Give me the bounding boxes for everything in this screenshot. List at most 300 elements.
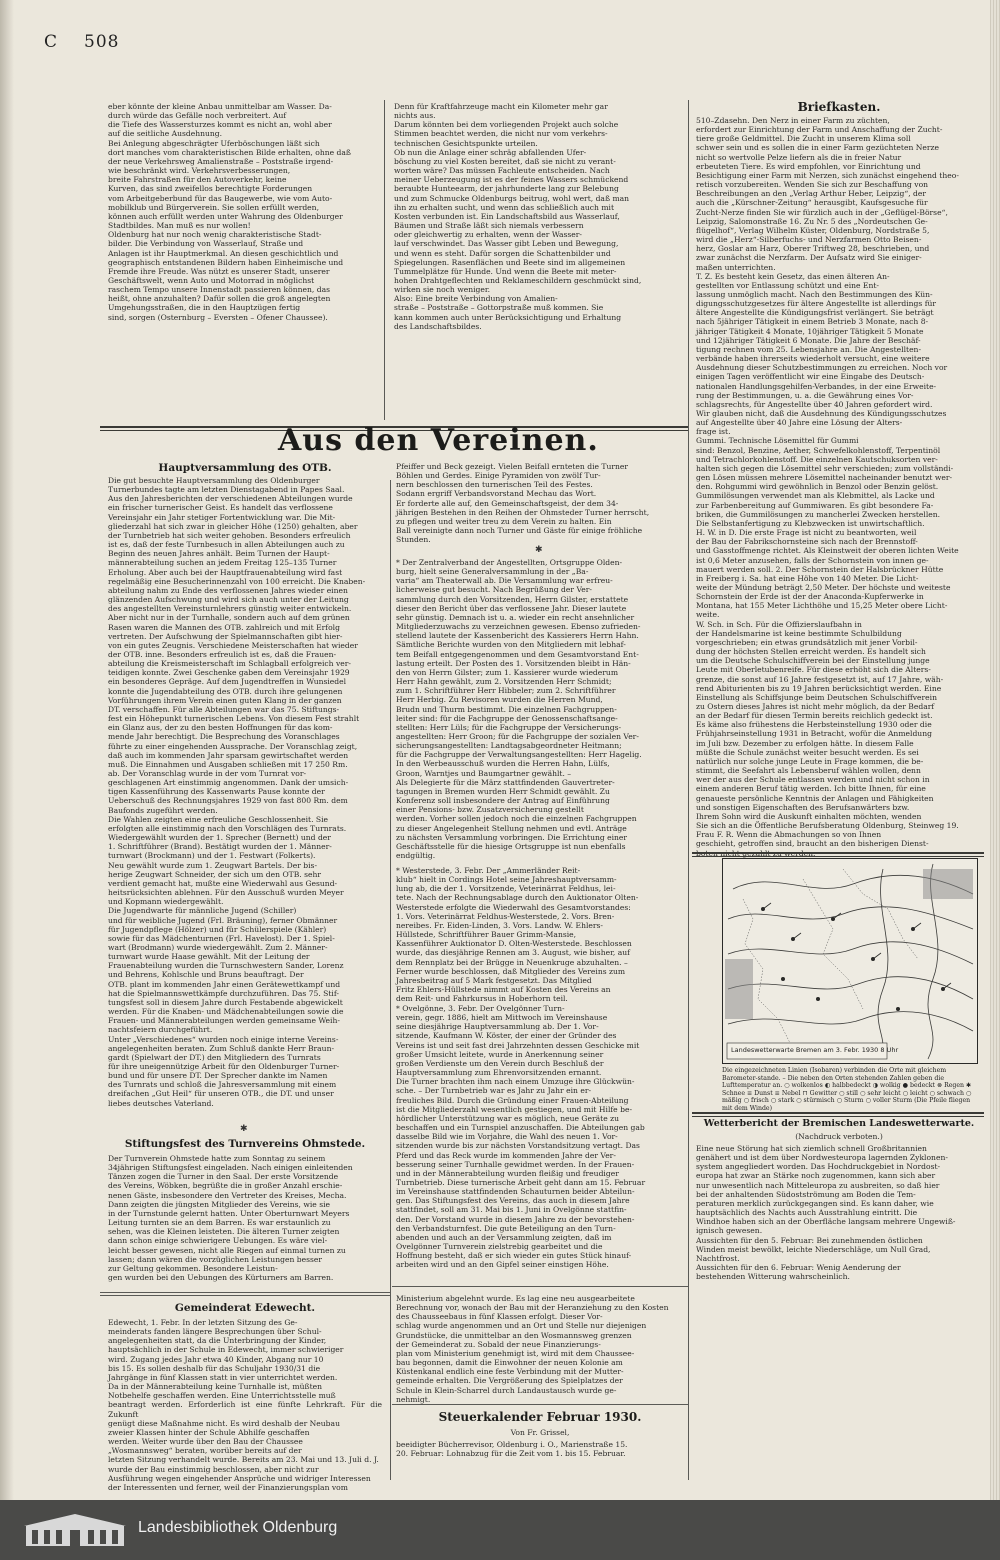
text-line: auch die „Kürschner-Zeitung“ herausgibt, Kaufsgesuche für bbox=[696, 198, 928, 208]
text-line: fest ein Höhepunkt turnerischen Lebens. Von diesem Fest strahlt bbox=[108, 714, 360, 724]
text-line: herige Zeugwart Schneider, der sich um den OTB. sehr bbox=[108, 869, 322, 879]
text-line: zum 1. Schriftführer Herr Hibbeler; zum 2. Schriftführer bbox=[396, 686, 616, 696]
weather-map-drawing bbox=[723, 859, 977, 1063]
text-line: genügt diese Maßnahme nicht. Es wird deshalb der Neubau bbox=[108, 1418, 340, 1428]
text-line: nenen Gäste, insbesondere den Vertreter des Kreises, Mecha. bbox=[108, 1190, 347, 1200]
text-line: erbeuteten Tiere. Es wird empfohlen, vor Einrichtung und bbox=[696, 161, 921, 171]
text-line: Tänzen zogen die Turner in den Saal. Der erste Vorsitzende bbox=[108, 1172, 339, 1182]
text-line: plan vom Ministerium genehmigt ist, wird mit dem Chaussee- bbox=[396, 1348, 635, 1358]
text-line: * Der Zentralverband der Angestellten, Ortsgruppe Olden- bbox=[396, 558, 623, 567]
text-line: Gummilösungen verwendet man als Klebmittel, als Lacke und bbox=[696, 491, 935, 501]
text-line: erfordert zur Einrichtung der Farm und Anschaffung der Zucht- bbox=[696, 125, 943, 135]
text-line: ignisch gewesen. bbox=[696, 1226, 763, 1236]
text-line: Ministerium abgelehnt wurde. Es lag eine neu ausgearbeitete bbox=[396, 1294, 635, 1303]
text-line: leiter sind: für die Fachgruppe der Genossenschaftsange- bbox=[396, 713, 618, 723]
text-line: beeidigter Bücherrevisor, Oldenburg i. O., Marienstraße 15. bbox=[396, 1440, 628, 1449]
stiftungsfest-article bbox=[108, 1154, 382, 1282]
text-line: den. Rohgummi wird gewöhnlich in Benzol oder Benzin gelöst. bbox=[696, 482, 939, 492]
text-line: des Landschaftsbildes. bbox=[394, 321, 482, 331]
text-line: abteilung nahm zu Ende des verflossenen Jahres wieder einen bbox=[108, 585, 348, 595]
steuerkalender-byline: Von Fr. Grissel, bbox=[510, 1428, 570, 1437]
text-line: leicht besser gewesen, nicht alle Riegen auf einmal turnen zu bbox=[108, 1245, 346, 1255]
text-line: Vorführungen ihrem Verein einen guten Klang in der ganzen bbox=[108, 695, 342, 705]
text-line: Winden meist bewölkt, leichte Niederschläge, um Null Grad, bbox=[696, 1244, 931, 1254]
text-line: rung der Bestimmungen, u. a. die Gewährung eines Vor- bbox=[696, 390, 914, 400]
briefkasten-article bbox=[696, 116, 982, 858]
text-line: ältere Angestellte die Kündigungsfrist verlängert. Sie beträgt bbox=[696, 308, 934, 318]
briefkasten-title: Briefkasten. bbox=[797, 100, 881, 114]
text-line: Aber nicht nur in der Turnhalle, sondern auch auf dem grünen bbox=[108, 613, 350, 623]
binding-shadow bbox=[0, 0, 14, 1500]
text-line: Küstenkanal endlich eine feste Verbindung mit der Mutter- bbox=[396, 1367, 624, 1377]
text-line: hördlicher Unterstützung war es möglich, neue Geräte zu bbox=[396, 1113, 619, 1123]
text-line: wer der aus der Schule entlassen werden und nicht schon in bbox=[696, 775, 930, 785]
mid-top-article bbox=[394, 102, 684, 331]
text-line: Ausdehnung dieser Schutzbestimmungen zu erreichen. Noch vor bbox=[696, 363, 948, 373]
text-line: geschlagenen Art einstimmig angenommen. Dank der umsich- bbox=[108, 778, 349, 788]
text-line: Aussichten für den 5. Februar: Bei zunehmenden östlichen bbox=[696, 1235, 923, 1245]
text-line: sammlung durch den Vorsitzenden, Herrn Gilster, erstattete bbox=[396, 594, 629, 604]
text-line: Pfeiffer und Beck gezeigt. Vielen Beifall ernteten die Turner bbox=[396, 462, 629, 471]
text-line: Herr Hahn gewählt, zum 2. Vorsitzenden Herr Schmidt; bbox=[396, 677, 612, 687]
text-line: für ihre uneigennützige Arbeit für den Oldenburger Turner- bbox=[108, 1062, 340, 1071]
otb-article bbox=[108, 476, 382, 1108]
separator-star: ✱ bbox=[535, 545, 543, 555]
text-line: Oldenburg hat nur noch wenig charakteristische Stadt- bbox=[108, 230, 322, 240]
text-line: Die Turner brachten ihm nach einem Umzuge ihre Glückwün- bbox=[396, 1077, 635, 1087]
text-line: licherweise gut besucht. Nach Begrüßung der Ver- bbox=[396, 585, 592, 595]
text-line: zur Farbenbereitung auf Gummiwaren. Es gibt besondere Fa- bbox=[696, 500, 934, 510]
text-line: straße – Poststraße – Gottorpstraße muß kommen. Sie bbox=[394, 303, 604, 313]
text-line: Ferner wurde beschlossen, daß Mitglieder des Vereins zum bbox=[396, 966, 626, 976]
text-line: Kassenführer Auktionator D. Olten-Westerstede. Beschlossen bbox=[396, 939, 632, 949]
text-line: meinderats fanden längere Besprechungen über Schul- bbox=[108, 1327, 322, 1337]
text-line: werden. Weiter wurde über den Bau der Chaussee bbox=[108, 1437, 303, 1447]
text-line: können auch erfüllt werden unter Wahrung des Oldenburger bbox=[108, 211, 343, 221]
text-line: 1. Schriftführer (Brand). Bestätigt wurden der 1. Männer- bbox=[108, 842, 332, 852]
text-line: Frauen- und Männerabteilungen werden gemeinsame Weih- bbox=[108, 1016, 340, 1026]
text-line: auf die seitliche Ausdehnung. bbox=[108, 129, 223, 139]
text-line: wird die „Herz“-Silberfuchs- und Nerzfarmen Otto Beisen- bbox=[696, 235, 922, 245]
text-line: bis 15. Es sollen deshalb für das Schuljahr 1930/31 die bbox=[108, 1363, 321, 1373]
text-line: Stadtbildes. Man muß es nur wollen! bbox=[108, 221, 251, 231]
text-line: schwer sein und es sollen die in einer Farm gezüchteten Nerze bbox=[696, 143, 940, 153]
text-line: Beschreibungen an den „Verlag Arthur Heber, Leipzig“, der bbox=[696, 189, 927, 199]
text-line: Kosten verbunden ist. Ein Landschaftsbild aus Wasserlauf, bbox=[394, 211, 620, 221]
text-line: tiere große Geldmittel. Die Zucht in unserem Klima soll bbox=[696, 134, 911, 144]
text-line: varia“ am Theaterwall ab. Die Versammlung war erfreu- bbox=[396, 576, 613, 586]
text-line: werden. Vorher sollen jedoch noch die einzelnen Fachgruppen bbox=[396, 814, 637, 824]
text-line: müßte die Schule zunächst weiter besucht werden. Es sei bbox=[696, 747, 919, 757]
text-line: Turnerbundes tagte am letzten Dienstagabend in Papes Saal. bbox=[108, 485, 345, 495]
text-line: burg, hielt seine Generalversammlung in der „Ba- bbox=[396, 567, 589, 577]
text-line: gen Lösen müssen mehrere Lösemittel nacheinander benutzt wer- bbox=[696, 473, 953, 483]
text-line: Grundstücke, die unmittelbar an den Wosmannsweg grenzen bbox=[396, 1330, 632, 1340]
text-line: boten nicht gezahlt zu werden. bbox=[696, 848, 816, 858]
westerstede-article bbox=[396, 866, 684, 1003]
text-line: maßen unterrichten. bbox=[696, 262, 776, 272]
stiftungsfest-continued bbox=[396, 462, 684, 544]
text-line: Die Wahlen zeigten eine erfreuliche Geschlossenheit. Sie bbox=[108, 814, 329, 824]
text-line: tagungen in Bremen wurden Herr Schmidt gewählt. Zu bbox=[396, 786, 610, 796]
text-line: gen wurden bei den Uebungen des Kürturners am Barren. bbox=[108, 1273, 334, 1283]
text-line: lassung unmöglich macht. Nach den Bestimmungen des Kün- bbox=[696, 289, 933, 299]
text-line: in Freiberg i. Sa. hat eine Höhe von 140 Meter. Die Licht- bbox=[696, 573, 919, 583]
text-line: wart (Brodmann) wurde wiedergewählt. Zum 2. Männer- bbox=[108, 942, 328, 952]
text-line: vorgeschrieben; ein etwas grundsätzlich mit jener Vorbil- bbox=[696, 637, 918, 647]
text-line: und sonstigen Eigenschaften des Berufsanwärters bzw. bbox=[696, 802, 910, 812]
text-line: einigen Tagen veröffentlicht wir eine Eingabe des Deutsch- bbox=[696, 372, 925, 382]
text-line: nationalen Handlungsgehilfen-Verbandes, in der eine Erweite- bbox=[696, 381, 937, 391]
text-line: dann schon einige schwierigere Uebungen. Es wäre viel- bbox=[108, 1236, 328, 1246]
edewecht-title: Gemeinderat Edewecht. bbox=[174, 1302, 316, 1314]
column-rule bbox=[688, 100, 689, 1480]
text-line: hauptsächlich des Nachts auch Ausstrahlung eintritt. Die bbox=[696, 1208, 918, 1218]
text-line: schlag wurde angenommen und an Ort und Stelle nur diejenigen bbox=[396, 1321, 647, 1331]
text-line: nichts aus. bbox=[394, 111, 436, 121]
text-line: zwar zunächst die Nerzfarm. Der Aufsatz wird Sie einiger- bbox=[696, 253, 922, 263]
text-line: schlagsrechts, für Angestellte über 40 Jahren gefordert wird. bbox=[696, 399, 933, 409]
text-line: Ausführung wegen eingehender Ansprüche und widriger Interessen bbox=[108, 1473, 371, 1483]
text-line: kann kommen auch unter Berücksichtigung und Erhaltung bbox=[394, 312, 622, 322]
text-line: Hauptversammlung zum Ehrenvorsitzenden ernannt. bbox=[396, 1068, 602, 1078]
column-rule bbox=[390, 480, 391, 1480]
text-line: beschaffen und ein Turnspiel anzuschaffen. Die Abteilungen gab bbox=[396, 1123, 645, 1133]
text-line: tete. Nach der Rechnungsablage durch den Auktionator Olten- bbox=[396, 893, 639, 903]
text-line: der neue Verkehrsweg Amalienstraße – Poststraße irgend- bbox=[108, 156, 334, 166]
text-line: grenze, die sonst auf 16 Jahre festgesetzt ist, auf 17 Jahre, wäh- bbox=[696, 674, 944, 684]
text-line: mende Jahr berechtigt. Die Besprechung des Voranschlages bbox=[108, 732, 340, 742]
text-line: Geschäftswelt, wenn Auto und Motorrad in möglichst bbox=[108, 275, 315, 285]
text-line: raschem Tempo unsere Innenstadt passieren können, das bbox=[108, 285, 330, 295]
text-line: gardt (Spielwart der DT.) den Mitgliedern des Turnrats bbox=[108, 1052, 321, 1062]
text-line: ist es, daß der feste Turnbesuch in allen Abteilungen auch zu bbox=[108, 540, 345, 550]
text-line: verein, gegr. 1886, hielt am Mittwoch im Vereinshause bbox=[396, 1013, 608, 1023]
text-line: Sämtliche Berichte wurden von den Mitgliedern mit lebhaf- bbox=[396, 640, 626, 650]
text-line: dreifachen „Gut Heil“ für unseren OTB., die DT. und unser bbox=[108, 1089, 334, 1099]
text-line: Eine neue Störung hat sich ziemlich schnell Großbritannien bbox=[696, 1144, 927, 1153]
text-line: Hüllstede, Schriftführer Bauer Grimm-Mansie, bbox=[396, 930, 577, 940]
section-divider bbox=[100, 1292, 390, 1293]
wetterbericht-title: Wetterbericht der Bremischen Landeswetterwarte. bbox=[703, 1118, 975, 1129]
text-line: nur unwesentlich nach Mitteleuropa zu ausbreiten, so daß hier bbox=[696, 1180, 940, 1190]
text-line: nern beschlossen den turnerischen Teil des Festes. bbox=[396, 480, 593, 490]
text-line: den. Der Vorstand wurde in diesem Jahre zu der bevorstehen- bbox=[396, 1214, 635, 1224]
text-line: dem Reit- und Fahrkursus in Hoberhorn teil. bbox=[396, 994, 568, 1004]
text-line: Vereinsjahr ein Jahr stetiger Fortentwicklung war. Die Mit- bbox=[108, 512, 336, 522]
text-line: im Vereinshause stattfindenden Schauturnen beider Abteilun- bbox=[396, 1187, 635, 1197]
page-number: 508 bbox=[84, 32, 120, 52]
text-line: in der Turnstunde gelernt hatten. Unter Oberturnwart Meyers bbox=[108, 1208, 350, 1218]
text-line: tungsfest soll in diesem Jahre durch Festabende abgewickelt bbox=[108, 997, 343, 1007]
text-line: durch würde das Gefälle noch verbreitert. Auf bbox=[108, 111, 287, 121]
text-line: Stimmen beachtet werden, die nicht nur vom verkehrs- bbox=[394, 129, 608, 139]
text-line: und 12jähriger Tätigkeit 6 Monate. Die Jahre der Beschäf- bbox=[696, 335, 921, 345]
text-line: mobilklub und Bürgerverein. Sie sollen erfüllt werden, bbox=[108, 202, 319, 212]
text-line: und für weibliche Jugend (Frl. Bräuning), ferner Obmänner bbox=[108, 915, 338, 925]
text-line: genähert und ist dem über Nordwesteuropa lagernden Zyklonen- bbox=[696, 1153, 948, 1163]
edewecht-continued bbox=[396, 1294, 684, 1404]
weather-map-caption: Die eingezeichneten Linien (Isobaren) verbinden die Orte mit gleichem Barometer-stande. – Die neben den Orten stehenden Zahlen geben die Lufttemperatur an. ○ wolkenlos ◐ halbbedeckt ◑ wolkig ● bedeckt ⊗ Regen ✱ Schnee ≡ Dunst ≡ Nebel ⊓ Gewitter ○ still ○ sehr leicht ○ leicht ○ schwach ○ mäßig ○ frisch ○ stark ○ stürmisch ○ Sturm ○ voller Sturm (Die Pfeile fliegen mit dem Winde) bbox=[722, 1067, 972, 1112]
text-line: Dann zeigten die jüngsten Mitglieder des Vereins, wie sie bbox=[108, 1199, 331, 1209]
section-divider bbox=[392, 1404, 688, 1405]
text-line: flügelhof“, Verlag Wilhelm Küster, Oldenburg, Nordstraße 5, bbox=[696, 225, 930, 235]
stiftungsfest-title: Stiftungsfest des Turnvereins Ohmstede. bbox=[124, 1138, 366, 1150]
text-line: Ball vereinigte dann noch Turner und Gäste für einige fröhliche bbox=[396, 526, 643, 536]
text-line: den von Herrn Gilster; zum 1. Kassierer wurde wiederum bbox=[396, 667, 619, 677]
text-line: Darum könnten bei dem vorliegenden Projekt auch solche bbox=[394, 120, 619, 130]
steuerkalender-title: Steuerkalender Februar 1930. bbox=[438, 1410, 642, 1424]
text-line: sind: Benzol, Benzine, Aether, Schwefelkohlenstoff, Terpentinöl bbox=[696, 445, 941, 455]
text-line: vertreten. Der Aufschwung der Spielmannschaften gibt hier- bbox=[108, 631, 343, 641]
text-line: nereibes. Fr. Eiden-Linden, 3. Vors. Landw. W. Ehlers- bbox=[396, 920, 604, 930]
text-line: Turnbetrieb. Diese turnerische Arbeit geht dann am 15. Februar bbox=[396, 1177, 646, 1187]
text-line: jähriger Tätigkeit 4 Monate, 10jähriger Tätigkeit 5 Monate bbox=[696, 326, 924, 336]
text-line: Unter „Verschiedenes“ wurden noch einige interne Vereins- bbox=[108, 1034, 339, 1044]
text-line: Als Delegierte für die März stattfindenden Gauvertreter- bbox=[396, 777, 615, 787]
text-line: hauptsächlich in der Schule in Edewecht, immer schwieriger bbox=[108, 1345, 344, 1355]
text-line: ihn zu erhalten sucht, und wenn das schließlich auch mit bbox=[394, 202, 615, 212]
text-line: hat die Spielmannswettkämpfe durchzuführen. Das 75. Stif- bbox=[108, 988, 339, 998]
text-line: Neu gewählt wurde zum 1. Zeugwart Bartels. Der bis- bbox=[108, 860, 318, 870]
text-line: des angestellten Vereinsturnlehrers günstig weiter entwickeln. bbox=[108, 604, 352, 614]
text-line: Fremde ihre Freude. Was nützt es unserer Stadt, unserer bbox=[108, 266, 330, 276]
text-line: Stunden. bbox=[396, 535, 431, 545]
text-line: Umgehungsstraßen, die in den Hauptzügen fertig bbox=[108, 303, 301, 313]
text-line: lassen; dann wären die vorzüglichen Leistungen besser bbox=[108, 1254, 323, 1264]
text-line: hohen Drahtgeflechten und Reklameschildern geschmückt sind, bbox=[394, 275, 642, 285]
text-line: Ob nun die Anlage einer schräg abfallenden Ufer- bbox=[394, 147, 587, 157]
text-line: auf Angestellte über 40 Jahre eine Lösung der Alters- bbox=[696, 418, 903, 428]
otb-title: Hauptversammlung des OTB. bbox=[158, 462, 332, 474]
text-line: im Juli bzw. Dezember zu erfolgen hätte. In diesem Falle bbox=[696, 738, 914, 748]
text-line: 20. Februar: Lohnabzug für die Zeit vom 1. bis 15. Februar. bbox=[396, 1449, 626, 1459]
text-line: stellten: Herr Lüls; für die Fachgruppe der Versicherungs- bbox=[396, 722, 622, 732]
text-line: W. Sch. in Sch. Für die Offizierslaufbahn in bbox=[696, 619, 862, 629]
text-line: besserung seiner Turnhalle gewidmet werden. In der Frauen- bbox=[396, 1159, 635, 1169]
column-rule bbox=[384, 100, 385, 420]
text-line: tigung rechnen vom 25. Lebensjahre an. Die Angestellten- bbox=[696, 344, 922, 354]
text-line: und in der Männerabteilung wurden fleißig und freudiger bbox=[396, 1168, 619, 1178]
text-line: retisch vorzubereiten. Wenden Sie sich zur Beschaffung von bbox=[696, 180, 929, 190]
text-line: zu Ostern dieses Jahres ist nicht mehr möglich, da der Bedarf bbox=[696, 702, 935, 711]
text-line: Wiedergewählt wurden der 1. Sprecher (Bernett) und der bbox=[108, 833, 331, 843]
footer-bar bbox=[0, 1500, 1000, 1560]
text-line: regelmäßig eine Besucherinnenzahl von 100 erreicht. Die Knaben- bbox=[108, 576, 366, 586]
text-line: sind, sorgen (Osternburg – Eversten – Ofener Chaussee). bbox=[108, 312, 328, 322]
text-line: nach 5jähriger Tätigkeit in einem Betrieb 3 Monate, nach 8- bbox=[696, 317, 929, 327]
text-line: endgültig. bbox=[396, 851, 436, 860]
text-line: sehen, was die Kleinen leisteten. Die älteren Turner zeigten bbox=[108, 1227, 340, 1237]
text-line: Notbehelfe geschaffen werden. Eine Unterrichtsstelle muß bbox=[108, 1391, 336, 1401]
text-line: geographisch entstandenen Bildern haben Einheimische und bbox=[108, 257, 344, 267]
text-line: ein Glanz aus, der zu den besten Hoffnungen für das kom- bbox=[108, 723, 333, 733]
text-line: großer Umsicht leitete, wurde in Anerkennung seiner bbox=[396, 1049, 604, 1059]
text-line: abenden und auch an der Versammlung zeigten, daß im bbox=[396, 1232, 612, 1242]
text-line: herz, Goslar am Harz, Oberer Triftweg 28, beschrieben, und bbox=[696, 244, 930, 254]
corner-mark: C bbox=[44, 32, 59, 52]
text-line: die Tiefe des Wassersturzes kommt es nicht an, wohl aber bbox=[108, 120, 332, 130]
text-line: verbände haben ihrerseits wiederholt versucht, eine weitere bbox=[696, 354, 930, 364]
text-line: und wenn es steht. Dafür sorgen die Schattenbilder und bbox=[394, 248, 611, 258]
text-line: und Kopmann wiedergewählt. bbox=[108, 897, 224, 907]
text-line: Kurven, das sind zweifellos berechtigte Forderungen bbox=[108, 184, 313, 194]
text-line: In den Werbeausschuß wurden die Herren Hahn, Lülfs, bbox=[396, 759, 610, 769]
text-line: H. W. in D. Die erste Frage ist nicht zu beantworten, weil bbox=[696, 528, 917, 538]
text-line: bund und für unsere DT. Der Sprecher dankte im Namen bbox=[108, 1071, 328, 1081]
text-line: zu dieser Angelegenheit Stellung nehmen und evtl. Anträge bbox=[396, 823, 627, 833]
text-line: bei der anhaltenden Südostströmung am Boden die Tem- bbox=[696, 1189, 916, 1199]
weather-map bbox=[722, 858, 978, 1064]
text-line: meiner Ueberzeugung ist es der feines Wassers schmückend bbox=[394, 175, 629, 185]
text-line: Berechnung vor, wonach der Bau mit der Heranziehung zu den Kosten bbox=[396, 1303, 669, 1313]
text-line: sitzende, Kaufmann W. Köster, der einer der Gründer des bbox=[396, 1031, 617, 1041]
text-line: ist die Mitgliederzahl wesentlich gestiegen, und mit Hilfe be- bbox=[396, 1104, 633, 1114]
text-line: turnwart (Brockmann) und der 1. Festwart (Folkerts). bbox=[108, 851, 316, 861]
text-line: 34jährigen Stiftungsfest eingeladen. Nach einigen einleitenden bbox=[108, 1163, 353, 1173]
text-line: dasselbe Bild wie im Vorjahre, die Wahl des neuen 1. Vor- bbox=[396, 1132, 618, 1142]
text-line: briken, die Gummilösungen zu mancherlei Zwecken herstellen. bbox=[696, 509, 941, 519]
text-line: jährigen Bestehen in den Reihen der Ohmsteder Turner herrscht, bbox=[396, 507, 650, 517]
text-line: turnwart wurde Haase gewählt. Mit der Leitung der bbox=[108, 952, 310, 962]
text-line: gestellten vor Entlassung schützt und eine Ent- bbox=[696, 280, 879, 290]
text-line: Wir glauben nicht, daß die Ausdehnung des Kündigungsschutzes bbox=[696, 409, 947, 418]
edewecht-article bbox=[108, 1318, 382, 1492]
text-line: und Gasstoffmenge richtet. Als Kleinstweit der oberen lichten Weite bbox=[696, 546, 959, 556]
text-line: worten wäre? Das müssen Fachleute entscheiden. Nach bbox=[394, 166, 610, 176]
text-line: geschieht, getroffen sind, braucht an den bisherigen Dienst- bbox=[696, 839, 929, 849]
text-line: Besichtigung einer Farm mit Nerzen, sich zunächst eingehend theo- bbox=[696, 170, 959, 180]
text-line: genaueste persönliche Kenntnis der Anlagen und Fähigkeiten bbox=[696, 793, 934, 803]
text-line: Tummelplätze für Hunde. Und wenn die Beete mit meter- bbox=[394, 266, 617, 276]
text-line: gliederzahl hat sich zwar in gleicher Höhe (1250) gehalten, aber bbox=[108, 521, 358, 531]
text-line: nicht so wertvolle Pelze liefern als die in freier Natur bbox=[696, 152, 902, 162]
text-line: eber könnte der kleine Anbau unmittelbar am Wasser. Da- bbox=[108, 102, 332, 111]
text-line: von ein gutes Zeugnis. Verschiedene Meisterschaften hat wieder bbox=[108, 640, 358, 650]
text-line: Jahrgänge in fünf Klassen statt in vier unterrichtet werden. bbox=[108, 1372, 338, 1382]
text-line: Leitung turnten sie an dem Barren. Es war erstaunlich zu bbox=[108, 1218, 331, 1228]
weather-map-label: Landeswetterwarte Bremen am 3. Febr. 1930 8 Uhr bbox=[731, 1046, 899, 1054]
text-line: Fritz Ehlers-Hüllstede nimmt auf Kosten des Vereins an bbox=[396, 985, 611, 995]
text-line: tem Beifall entgegengenommen und dem Gesamtvorstand Ent- bbox=[396, 649, 639, 659]
text-line: Einstellung als Schiffsjunge beim Deutschen Schulschiffverein bbox=[696, 692, 937, 702]
text-line: und Tetrachlorkohlenstoff. Die einzelnen Kautschuksorten ver- bbox=[696, 454, 938, 464]
text-line: Bei Anlegung abgeschrägter Uferböschungen läßt sich bbox=[108, 138, 320, 148]
text-line: Ueberschuß des Rechnungsjahres 1929 von fast 800 Rm. dem bbox=[108, 796, 348, 806]
text-line: wie beschränkt wird. Verkehrsverbesserungen, bbox=[108, 166, 291, 176]
page-edge bbox=[990, 0, 1000, 1500]
text-line: Die gut besuchte Hauptversammlung des Oldenburger bbox=[108, 476, 320, 485]
text-line: zweier Klassen hinter der Schule Abhilfe geschaffen bbox=[108, 1427, 310, 1437]
text-line: ab. Der Voranschlag wurde in der vom Turnrat vor- bbox=[108, 769, 307, 778]
text-line: und zum Schmucke Oldenburgs beitrug, wohl wert, daß man bbox=[394, 193, 630, 203]
text-line: der Handelsmarine ist keine bestimmte Schulbildung bbox=[696, 628, 902, 638]
text-line: und Behrens, Kohlschle und Bruns beauftragt. Der bbox=[108, 970, 304, 980]
text-line: beantragt werden. Erforderlich ist eine fünfte Lehrkraft. Für die Zukunft bbox=[108, 1400, 382, 1419]
text-line: stattfindet, soll am 31. Mai bis 1. Juni in Ovelgönne stattfin- bbox=[396, 1205, 627, 1215]
text-line: großen Verdienste um den Verein durch Beschluß der bbox=[396, 1058, 604, 1068]
text-line: des Chausseebaus in fünf Klassen erfolgt. Dieser Vor- bbox=[396, 1312, 603, 1322]
text-line: angelegenheiten statt, da die Unterbringung der Kinder, bbox=[108, 1336, 327, 1346]
text-line: frage ist. bbox=[696, 427, 731, 437]
text-line: Konferenz soll insbesondere der Antrag auf Einführung bbox=[396, 796, 610, 806]
text-line: wurde der Bau einstimmig beschlossen, aber nicht zur bbox=[108, 1464, 319, 1474]
text-line: daß auch im kommenden Jahr sparsam gewirtschaftet werden bbox=[108, 750, 349, 760]
text-line: Mitgliederzuwachs zu verzeichnen gewesen. Ebenso zufrieden- bbox=[396, 622, 641, 632]
text-line: halten sich gegen die Lösemittel sehr verschieden; zum vollständi- bbox=[696, 463, 954, 473]
text-line: natürlich nur solche junge Leute in Frage kommen, die be- bbox=[696, 756, 924, 766]
text-line: Schornstein der Erde ist der der Anaconda-Kupferwerke in bbox=[696, 592, 924, 602]
text-line: Groon, Warntjes und Baumgartner gewählt. – bbox=[396, 768, 572, 778]
text-line: der Interessenten und ferner, weil der Finanzierungsplan vom bbox=[108, 1482, 348, 1492]
text-line: * Westerstede, 3. Febr. Der „Ammerländer Reit- bbox=[396, 866, 581, 875]
text-line: Die Selbstanfertigung zu Klebzwecken ist unwirtschaftlich. bbox=[696, 518, 925, 528]
text-line: stimmt, die Seefahrt als Lebensberuf wählen wollen, denn bbox=[696, 766, 921, 776]
section-divider bbox=[392, 1286, 688, 1287]
text-line: ist 0,6 Meter anzusehen, falls der Schornstein von innen ge- bbox=[696, 555, 929, 565]
text-line: des Vereins, Wöbken, begrüßte die in großer Anzahl erschie- bbox=[108, 1181, 343, 1191]
text-line: Geschäftsstelle für die hiesige Ortsgruppe ist nun ebenfalls bbox=[396, 841, 626, 851]
ovelgoenne-article bbox=[396, 1004, 684, 1270]
text-line: konnte die Jugendabteilung des OTB. durch ihre gelungenen bbox=[108, 686, 343, 696]
text-line: digungsschutzgesetzes für ältere Angestellte ist allerdings für bbox=[696, 299, 937, 309]
text-line: nehmigt. bbox=[396, 1394, 431, 1404]
text-line: Jahresbeitrag auf 5 Mark festgesetzt. Das Mitglied bbox=[396, 975, 592, 985]
text-line: angestellten: Herr Groon; für die Fachgruppe der sozialen Ver- bbox=[396, 731, 639, 741]
text-line: der Gemeinderat zu. Sobald der neue Finanzierungs- bbox=[396, 1339, 601, 1349]
text-line: muß. Die Einnahmen und Ausgaben schließen mit 17 250 Rm. bbox=[108, 759, 348, 769]
text-line: bilder. Die Verbindung von Wasserlauf, Straße und bbox=[108, 239, 304, 249]
text-line: für die Fachgruppe der Verwaltungsangestellten: Herr Hagelig. bbox=[396, 750, 642, 760]
text-line: dort manches vom charakteristischen Bilde erhalten, ohne daß bbox=[108, 147, 351, 157]
text-line: technischen Gesichtspunkte urteilen. bbox=[394, 138, 538, 148]
text-line: Westerstede erfolgte die Wiederwahl des Gesamtvorstandes: bbox=[396, 902, 631, 912]
text-line: Vereins ist und seit fast drei Jahrzehnten dessen Geschicke mit bbox=[396, 1040, 640, 1050]
text-line: um die Deutsche Schulschiffverein bei der Einstellung junge bbox=[696, 656, 930, 666]
text-line: heitsrücksichten ablehnen. Für den Ausschuß wurden Meyer bbox=[108, 888, 344, 898]
left-top-article bbox=[108, 102, 378, 322]
text-line: seine diesjährige Hauptversammlung ab. Der 1. Vor- bbox=[396, 1022, 599, 1032]
text-line: wurde, das diesjährige Rennen am 3. August, wie bisher, auf bbox=[396, 948, 630, 958]
text-line: Es käme also frühestens die Herbsteinstellung 1930 oder die bbox=[696, 720, 932, 730]
text-line: erfolgten alle einstimmig nach den Vorschlägen des Turnrats. bbox=[108, 823, 347, 833]
text-line: Gummi. Technische Lösemittel für Gummi bbox=[696, 436, 859, 446]
text-line: lauf verschwindet. Das Wasser gibt Leben und Bewegung, bbox=[394, 239, 619, 249]
text-line: Sie sich an die Öffentliche Berufsberatung Oldenburg, Steinweg 19. bbox=[696, 821, 959, 831]
text-line: oder gleichwertig zu erhalten, wenn der Wasser- bbox=[394, 230, 582, 240]
text-line: mauert werden soll. 2. Der Schornstein der Halsbrückner Hütte bbox=[696, 564, 944, 574]
text-line: system angegliedert worden. Das Hochdruckgebiet in Nordost- bbox=[696, 1162, 941, 1172]
text-line: arbeiten wird und an den Gipfel seiner einstigen Höhe. bbox=[396, 1260, 609, 1270]
text-line: freuliches Bild. Durch die Gründung einer Frauen-Abteilung bbox=[396, 1095, 629, 1105]
text-line: Edewecht, 1. Febr. In der letzten Sitzung des Ge- bbox=[108, 1318, 298, 1327]
text-line: Leipzig, Salomonstraße 16. Zu Nr. 5 des „Nordeutschen Ge- bbox=[696, 216, 928, 226]
text-line: Aus den Jahresberichten der verschiedenen Abteilungen wurde bbox=[108, 494, 353, 504]
text-line: * Ovelgönne, 3. Febr. Der Ovelgönner Turn- bbox=[396, 1004, 565, 1013]
text-line: ein frischer turnerischer Geist. Es handelt das verflossene bbox=[108, 503, 333, 513]
text-line: europa hat zwar an Stärke noch zugenommen, kann sich aber bbox=[696, 1171, 936, 1181]
text-line: sowie für das Mädchenturnen (Frl. Havelost). Der 1. Spiel- bbox=[108, 933, 335, 943]
text-line: Frühjahrseinstellung 1931 in Betracht, wofür die Anmeldung bbox=[696, 729, 932, 739]
text-line: gen. Das Stiftungsfest des Vereins, das auch in diesem Jahre bbox=[396, 1196, 630, 1206]
text-line: Spiegelungen. Rasenflächen und Beete sind im allgemeinen bbox=[394, 257, 626, 267]
text-line: zu nächsten Versammlung vorbringen. Die Errichtung einer bbox=[396, 832, 628, 842]
text-line: führte zu einer eingehenden Aussprache. Der Voranschlag zeigt, bbox=[108, 741, 358, 751]
section-divider bbox=[100, 1295, 390, 1296]
vereine-heading: Aus den Vereinen. bbox=[278, 423, 599, 458]
text-line: Baufonds zugeführt werden. bbox=[108, 805, 218, 815]
text-line: nachtsfeiern durchgeführt. bbox=[108, 1025, 213, 1035]
